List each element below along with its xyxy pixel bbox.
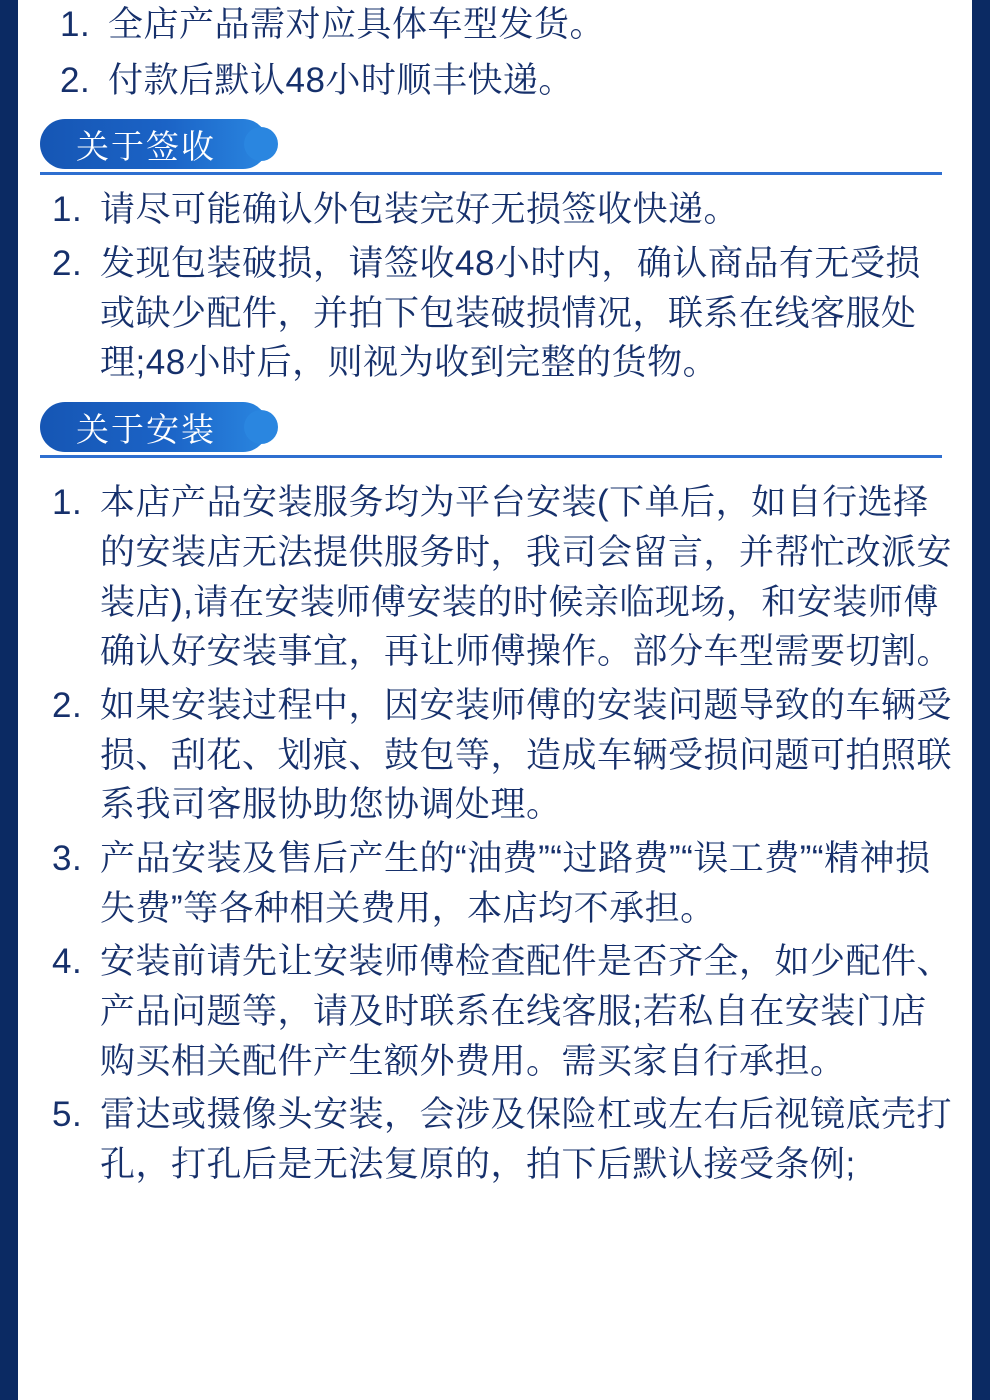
section-divider (40, 172, 942, 175)
right-border-rail (972, 0, 990, 1400)
list-item-text: 安装前请先让安装师傅检查配件是否齐全，如少配件、产品问题等，请及时联系在线客服;若私自在安装门店购买相关配件产生额外费用。需买家自行承担。 (100, 942, 953, 1081)
section-divider (40, 455, 942, 458)
list-item-number: 2. (60, 60, 91, 100)
list-item-text: 请尽可能确认外包装完好无损签收快递。 (100, 190, 740, 230)
list-item-text: 付款后默认48小时顺丰快递。 (108, 60, 574, 100)
spacer (38, 468, 952, 478)
section-body-receiving (38, 185, 952, 388)
intro-list (38, 0, 952, 105)
list-item (38, 937, 952, 1086)
section-header-receiving (38, 119, 952, 175)
document-content (18, 0, 972, 1400)
section-title-badge: 关于安装 (40, 402, 268, 452)
list-item-text: 如果安装过程中，因安装师傅的安装问题导致的车辆受损、刮花、划痕、鼓包等，造成车辆受损问题可拍照联系我司客服协助您协调处理。 (100, 685, 953, 825)
section-header-installation (38, 402, 952, 458)
list-item-number: 1. (52, 483, 83, 523)
list-item-number: 3. (52, 838, 83, 878)
section-body-installation (38, 468, 952, 1190)
list-item (38, 239, 952, 388)
list-item-number: 2. (52, 685, 83, 725)
left-border-rail (0, 0, 18, 1400)
list-item-text: 雷达或摄像头安装，会涉及保险杠或左右后视镜底壳打孔，打孔后是无法复原的，拍下后默认接受条例; (100, 1095, 953, 1185)
list-item-text: 产品安装及售后产生的“油费”“过路费”“误工费”“精神损失费”等各种相关费用，本店均不承担。 (100, 838, 931, 928)
list-item (38, 56, 952, 106)
list-item-number: 1. (60, 5, 91, 44)
list-item-number: 1. (52, 190, 83, 230)
section-title-badge: 关于签收 (40, 119, 268, 169)
list-item (38, 834, 952, 933)
list-item-number: 4. (52, 942, 83, 982)
list-item-number: 5. (52, 1095, 83, 1135)
list-item-text: 全店产品需对应具体车型发货。 (108, 5, 606, 44)
list-item-text: 发现包装破损，请签收48小时内，确认商品有无受损或缺少配件，并拍下包装破损情况，联系在线客服处理;48小时后，则视为收到完整的货物。 (100, 244, 921, 383)
list-item (38, 0, 952, 50)
list-item (38, 185, 952, 235)
list-item (38, 681, 952, 830)
list-item-text: 本店产品安装服务均为平台安装(下单后，如自行选择的安装店无法提供服务时，我司会留言，并帮忙改派安装店),请在安装师傅安装的时候亲临现场，和安装师傅确认好安装事宜，再让师傅操作。部分车型需要切割。 (100, 483, 953, 672)
list-item (38, 1090, 952, 1189)
list-item (38, 478, 952, 677)
list-item-number: 2. (52, 244, 83, 284)
